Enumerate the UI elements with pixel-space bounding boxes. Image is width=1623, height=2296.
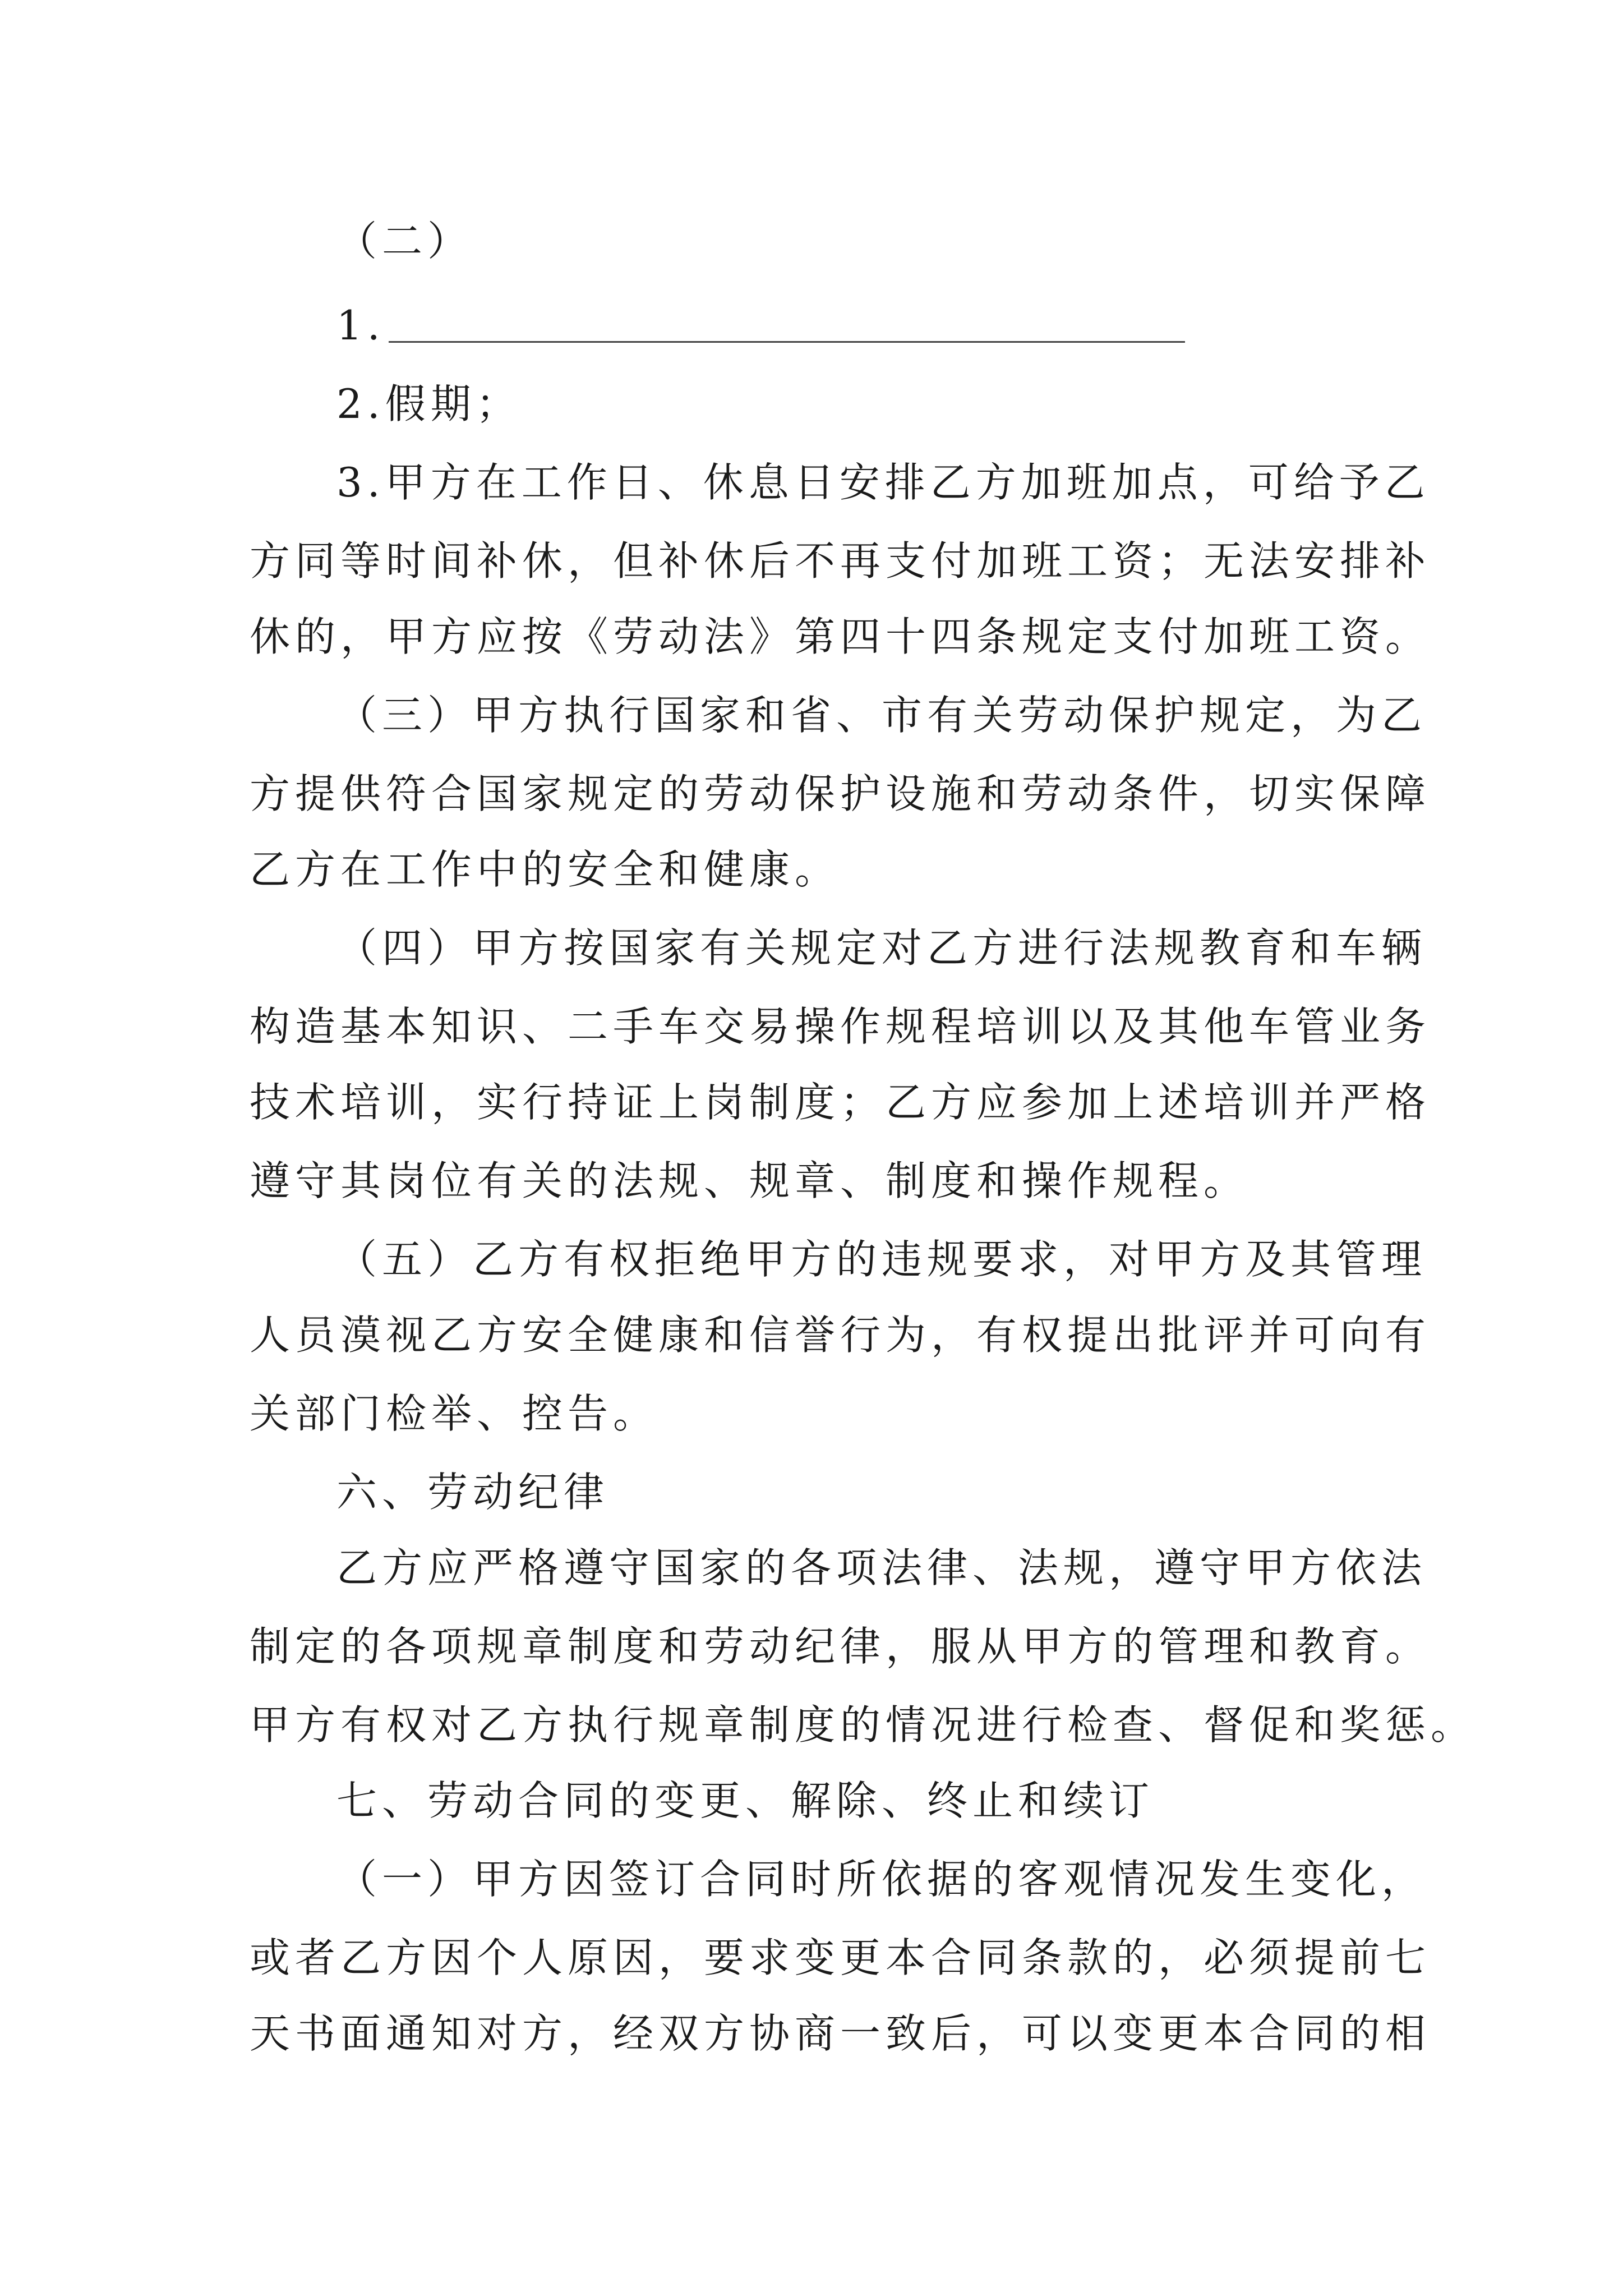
text-line-7: （三）甲方执行国家和省、市有关劳动保护规定，为乙 — [336, 692, 1427, 739]
text-line-12: 技术培训，实行持证上岗制度；乙方应参加上述培训并严格 — [250, 1079, 1431, 1126]
text-line-19: 制定的各项规章制度和劳动纪律，服从甲方的管理和教育。 — [250, 1623, 1431, 1670]
text-line-6: 休的，甲方应按《劳动法》第四十四条规定支付加班工资。 — [250, 613, 1431, 660]
text-line-14: （五）乙方有权拒绝甲方的违规要求，对甲方及其管理 — [336, 1236, 1427, 1283]
text-line-10: （四）甲方按国家有关规定对乙方进行法规教育和车辆 — [336, 924, 1427, 972]
section-heading-7: 七、劳动合同的变更、解除、终止和续订 — [336, 1777, 1155, 1824]
text-line-1: （二） — [336, 218, 473, 265]
text-line-5: 方同等时间补休，但补休后不再支付加班工资；无法安排补 — [250, 537, 1431, 585]
text-line-9: 乙方在工作中的安全和健康。 — [250, 846, 841, 893]
fill-in-blank — [389, 339, 1185, 343]
text-line-22: （一）甲方因签订合同时所依据的客观情况发生变化， — [336, 1856, 1427, 1903]
text-line-3: 2.假期； — [336, 380, 522, 427]
text-line-24: 天书面通知对方，经双方协商一致后，可以变更本合同的相 — [250, 2010, 1431, 2057]
text-line-8: 方提供符合国家规定的劳动保护设施和劳动条件，切实保障 — [250, 770, 1431, 817]
text-line-18: 乙方应严格遵守国家的各项法律、法规，遵守甲方依法 — [336, 1544, 1427, 1591]
section-heading-6: 六、劳动纪律 — [336, 1469, 610, 1516]
text-line-23: 或者乙方因个人原因，要求变更本合同条款的，必须提前七 — [250, 1934, 1431, 1981]
text-line-11: 构造基本知识、二手车交易操作规程培训以及其他车管业务 — [250, 1003, 1431, 1050]
text-line-15: 人员漠视乙方安全健康和信誉行为，有权提出批评并可向有 — [250, 1312, 1431, 1359]
text-line-20: 甲方有权对乙方执行规章制度的情况进行检查、督促和奖惩。 — [250, 1701, 1477, 1749]
text-line-2 — [336, 297, 1185, 353]
text-line-13: 遵守其岗位有关的法规、规章、制度和操作规程。 — [250, 1157, 1249, 1204]
text-line-16: 关部门检举、控告。 — [250, 1390, 659, 1437]
text-line-4: 3.甲方在工作日、休息日安排乙方加班加点，可给予乙 — [336, 459, 1430, 506]
item-number: 1. — [336, 302, 385, 349]
